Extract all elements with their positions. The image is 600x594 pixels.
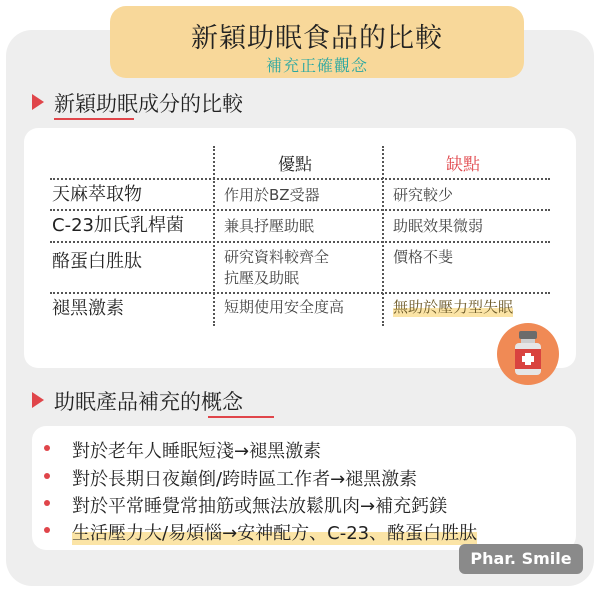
row-pros: 作用於BZ受器 <box>224 186 320 204</box>
section-heading-text: 助眠產品補充的概念 <box>54 390 243 414</box>
bullet-dot-icon <box>44 445 50 451</box>
row-name: 褪黑激素 <box>52 298 124 319</box>
row-pros-line2: 抗壓及助眠 <box>224 269 300 287</box>
row-cons-highlighted: 無助於壓力型失眠 <box>393 298 514 316</box>
heading-underline <box>54 118 134 120</box>
title-banner <box>110 6 524 78</box>
col-header-cons: 缺點 <box>446 155 480 175</box>
bullet-dot-icon <box>44 500 50 506</box>
page-title: 新穎助眠食品的比較 <box>191 23 443 54</box>
medicine-bottle-svg <box>497 323 559 385</box>
row-name: 天麻萃取物 <box>52 184 142 205</box>
row-pros: 兼具抒壓助眠 <box>224 217 315 235</box>
triangle-bullet-icon <box>32 94 44 110</box>
triangle-bullet-icon <box>32 392 44 408</box>
heading-underline <box>208 416 274 418</box>
row-name: 酪蛋白胜肽 <box>52 251 142 272</box>
table-divider-v1 <box>213 146 215 326</box>
col-header-pros: 優點 <box>278 155 312 175</box>
row-name: C-23加氏乳桿菌 <box>52 215 184 236</box>
table-divider-v2 <box>382 146 384 326</box>
section-heading-concepts <box>32 386 312 418</box>
bullet-dot-icon <box>44 473 50 479</box>
page-subtitle: 補充正確觀念 <box>265 56 368 75</box>
row-pros: 短期使用安全度高 <box>224 298 345 316</box>
brand-logo: Phar. Smile <box>459 544 583 574</box>
section-heading-comparison <box>32 88 312 120</box>
medicine-bottle-icon <box>497 323 559 385</box>
bullet-dot-icon <box>44 527 50 533</box>
table-divider-h2 <box>50 209 550 211</box>
row-cons: 價格不斐 <box>393 248 454 266</box>
table-divider-h3 <box>50 241 550 243</box>
table-divider-h1 <box>50 178 550 180</box>
row-cons: 助眠效果微弱 <box>393 217 484 235</box>
row-cons: 研究較少 <box>393 186 454 204</box>
row-pros: 研究資料較齊全 <box>224 248 330 266</box>
section-heading-text: 新穎助眠成分的比較 <box>54 92 243 116</box>
table-divider-h4 <box>50 292 550 294</box>
